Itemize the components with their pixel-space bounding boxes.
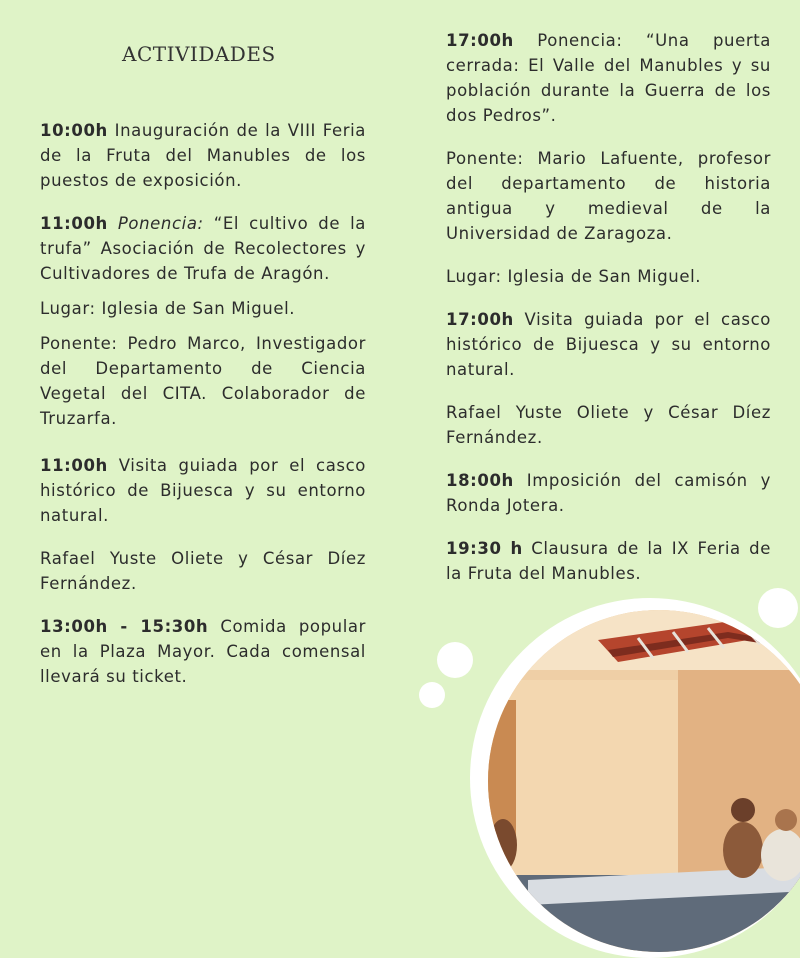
activity-item — [40, 211, 366, 286]
activity-type: Ponencia: — [107, 214, 204, 233]
activity-text: Imposición del camisón y Ronda Jotera. — [446, 471, 771, 515]
guides-text: Rafael Yuste Oliete y César Díez Fernández. — [446, 403, 771, 447]
photo-illustration — [488, 610, 800, 952]
activity-item — [446, 307, 771, 382]
activity-time: 17:00h — [446, 310, 514, 329]
activity-text: Visita guiada por el casco histórico de Bijuesca y su entorno natural. — [446, 310, 771, 379]
decorative-bubble — [437, 642, 473, 678]
decorative-bubble — [758, 588, 798, 628]
activity-text: Comida popular en la Plaza Mayor. Cada comensal llevará su ticket. — [40, 617, 367, 686]
activity-item — [40, 118, 366, 193]
decorative-bubble — [419, 682, 445, 708]
venue-text: Lugar: Iglesia de San Miguel. — [40, 299, 296, 318]
activity-time: 11:00h — [40, 456, 108, 475]
activity-time: 19:30 h — [446, 539, 523, 558]
activity-time: 18:00h — [446, 471, 514, 490]
venue-text: Lugar: Iglesia de San Miguel. — [446, 267, 702, 286]
schedule-right-column — [446, 28, 771, 586]
guides-text: Rafael Yuste Oliete y César Díez Fernández. — [40, 549, 366, 593]
schedule-left-column — [40, 118, 366, 689]
page-title: ACTIVIDADES — [122, 42, 276, 66]
photo-frame — [470, 598, 800, 958]
activity-text: Ponencia: “Una puerta cerrada: El Valle del Manubles y su población durante la Guerra de los dos Pedros”. — [446, 31, 771, 125]
activity-text: Inauguración de la VIII Feria de la Fruta del Manubles de los puestos de exposición. — [40, 121, 366, 190]
activity-time: 10:00h — [40, 121, 108, 140]
church-interior-photo — [488, 610, 800, 952]
activity-time: 13:00h - 15:30h — [40, 617, 209, 636]
activity-item — [40, 453, 366, 528]
activity-text: Clausura de la IX Feria de la Fruta del Manubles. — [446, 539, 771, 583]
activity-item — [40, 614, 366, 689]
activity-item — [446, 468, 771, 518]
activity-item — [446, 536, 771, 586]
activity-text: “El cultivo de la trufa” Asociación de Recolectores y Cultivadores de Trufa de Aragón. — [40, 214, 367, 283]
activity-item — [446, 28, 771, 128]
activity-text: Visita guiada por el casco histórico de Bijuesca y su entorno natural. — [40, 456, 366, 525]
speaker-text: Ponente: Mario Lafuente, profesor del departamento de historia antigua y medieval de la Universidad de Zaragoza. — [446, 149, 771, 243]
speaker-text: Ponente: Pedro Marco, Investigador del Departamento de Ciencia Vegetal del CITA. Colaborador de Truzarfa. — [40, 334, 366, 428]
activity-time: 17:00h — [446, 31, 514, 50]
activity-time: 11:00h — [40, 214, 108, 233]
